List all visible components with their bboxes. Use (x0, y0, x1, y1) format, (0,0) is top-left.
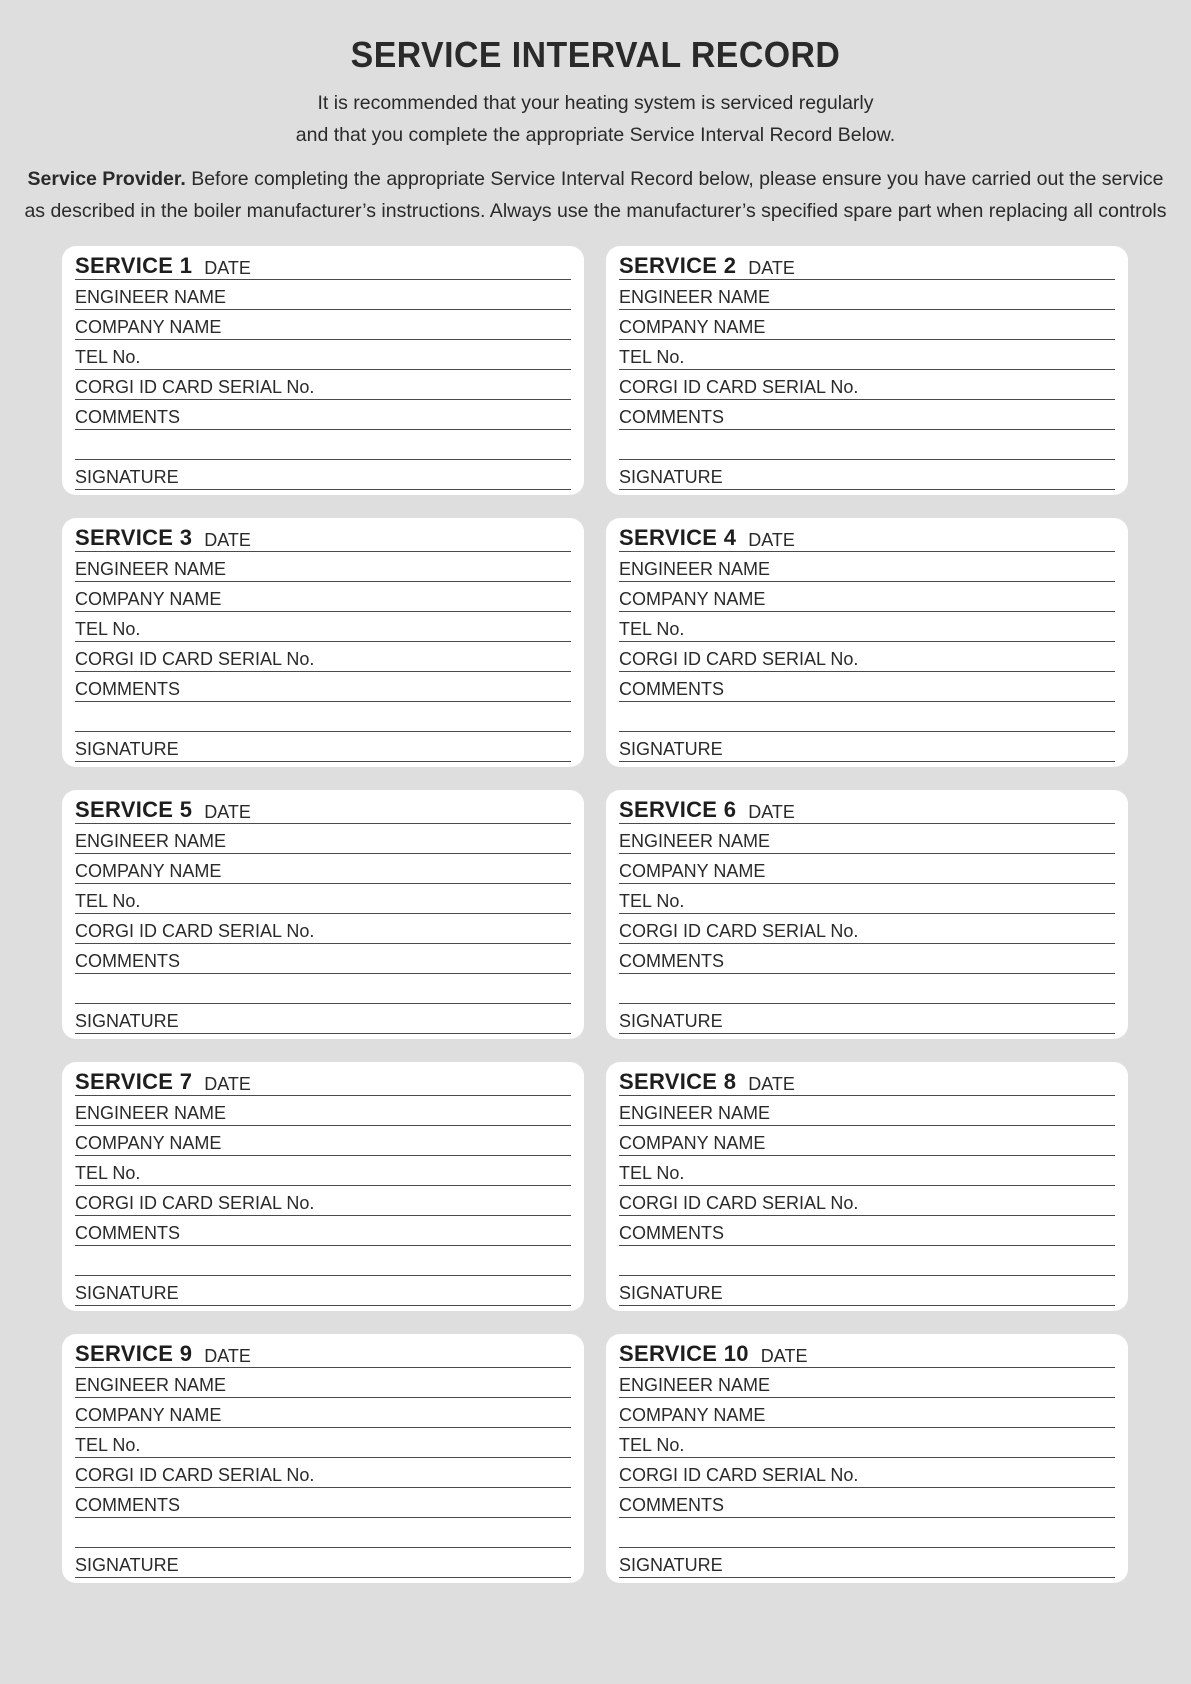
date-field[interactable] (619, 794, 1115, 824)
company-name-field[interactable] (75, 310, 571, 340)
tel-field[interactable] (75, 1156, 571, 1186)
corgi-serial-field[interactable] (619, 1458, 1115, 1488)
comments-field[interactable] (619, 944, 1115, 974)
comments-field[interactable] (75, 944, 571, 974)
corgi-serial-field[interactable] (619, 914, 1115, 944)
corgi-serial-field[interactable] (619, 370, 1115, 400)
comments-extra-line[interactable] (75, 1518, 571, 1548)
engineer-name-field[interactable] (75, 280, 571, 310)
tel-field[interactable] (619, 884, 1115, 914)
service-records-grid (62, 246, 1128, 1583)
service-title: SERVICE 3 (75, 525, 193, 550)
comments-extra-line[interactable] (75, 1246, 571, 1276)
service-card-9 (62, 1334, 584, 1583)
corgi-serial-label: CORGI ID CARD SERIAL No. (619, 649, 859, 669)
corgi-serial-label: CORGI ID CARD SERIAL No. (75, 1193, 315, 1213)
comments-label: COMMENTS (619, 1495, 724, 1515)
date-label: DATE (204, 1346, 251, 1366)
company-name-label: COMPANY NAME (75, 1133, 222, 1153)
service-title: SERVICE 2 (619, 253, 737, 278)
corgi-serial-label: CORGI ID CARD SERIAL No. (75, 1465, 315, 1485)
date-field[interactable] (619, 250, 1115, 280)
company-name-field[interactable] (619, 582, 1115, 612)
comments-extra-line[interactable] (619, 430, 1115, 460)
company-name-field[interactable] (75, 582, 571, 612)
tel-label: TEL No. (75, 347, 141, 367)
engineer-name-label: ENGINEER NAME (75, 1103, 227, 1123)
company-name-label: COMPANY NAME (619, 1405, 766, 1425)
service-card-5 (62, 790, 584, 1039)
corgi-serial-field[interactable] (75, 1186, 571, 1216)
service-card-10 (606, 1334, 1128, 1583)
company-name-field[interactable] (75, 1398, 571, 1428)
engineer-name-field[interactable] (619, 280, 1115, 310)
date-field[interactable] (75, 250, 571, 280)
service-title: SERVICE 6 (619, 797, 737, 822)
company-name-field[interactable] (75, 854, 571, 884)
date-label: DATE (748, 1074, 795, 1094)
signature-label: SIGNATURE (619, 1011, 723, 1031)
date-field[interactable] (619, 1338, 1115, 1368)
provider-bold-label: Service Provider. (27, 168, 186, 190)
engineer-name-field[interactable] (75, 1096, 571, 1126)
corgi-serial-label: CORGI ID CARD SERIAL No. (619, 1193, 859, 1213)
service-card-2 (606, 246, 1128, 495)
signature-label: SIGNATURE (75, 1283, 179, 1303)
comments-extra-line[interactable] (75, 702, 571, 732)
date-label: DATE (204, 1074, 251, 1094)
tel-field[interactable] (619, 1428, 1115, 1458)
company-name-label: COMPANY NAME (619, 589, 766, 609)
tel-field[interactable] (619, 612, 1115, 642)
tel-label: TEL No. (75, 891, 141, 911)
signature-field[interactable] (619, 1548, 1115, 1578)
engineer-name-label: ENGINEER NAME (75, 831, 227, 851)
service-title: SERVICE 1 (75, 253, 193, 278)
tel-label: TEL No. (619, 1435, 685, 1455)
corgi-serial-field[interactable] (75, 642, 571, 672)
corgi-serial-field[interactable] (619, 642, 1115, 672)
engineer-name-label: ENGINEER NAME (619, 831, 771, 851)
intro-line-1: It is recommended that your heating system is serviced regularly (317, 92, 874, 114)
comments-field[interactable] (75, 1216, 571, 1246)
corgi-serial-label: CORGI ID CARD SERIAL No. (75, 377, 315, 397)
corgi-serial-field[interactable] (75, 1458, 571, 1488)
provider-paragraph-line-1 (0, 168, 1191, 191)
service-card-6 (606, 790, 1128, 1039)
service-title: SERVICE 9 (75, 1341, 193, 1366)
tel-label: TEL No. (75, 1163, 141, 1183)
company-name-label: COMPANY NAME (75, 1405, 222, 1425)
comments-extra-line[interactable] (75, 974, 571, 1004)
date-label: DATE (760, 1346, 808, 1366)
comments-extra-line[interactable] (619, 974, 1115, 1004)
tel-label: TEL No. (619, 1163, 685, 1183)
company-name-label: COMPANY NAME (75, 861, 222, 881)
engineer-name-label: ENGINEER NAME (75, 559, 227, 579)
intro-line-2: and that you complete the appropriate Service Interval Record Below. (295, 124, 896, 146)
date-label: DATE (748, 258, 795, 278)
tel-field[interactable] (75, 1428, 571, 1458)
corgi-serial-label: CORGI ID CARD SERIAL No. (75, 649, 315, 669)
signature-field[interactable] (75, 460, 571, 490)
date-field[interactable] (619, 522, 1115, 552)
provider-text-1: Before completing the appropriate Service Interval Record below, please ensure you have carried out the service (185, 168, 1164, 190)
service-title: SERVICE 7 (75, 1069, 193, 1094)
comments-label: COMMENTS (619, 407, 724, 427)
signature-field[interactable] (75, 1276, 571, 1306)
date-label: DATE (748, 530, 795, 550)
service-card-1 (62, 246, 584, 495)
company-name-label: COMPANY NAME (75, 589, 222, 609)
service-card-4 (606, 518, 1128, 767)
comments-label: COMMENTS (75, 1495, 180, 1515)
provider-paragraph-line-2: as described in the boiler manufacturer’s instructions. Always use the manufacturer’s specified spare part when replacing all controls (24, 200, 1167, 222)
comments-extra-line[interactable] (75, 430, 571, 460)
date-field[interactable] (75, 794, 571, 824)
tel-label: TEL No. (75, 619, 141, 639)
comments-field[interactable] (619, 400, 1115, 430)
tel-field[interactable] (619, 1156, 1115, 1186)
date-field[interactable] (75, 1066, 571, 1096)
company-name-field[interactable] (619, 854, 1115, 884)
date-field[interactable] (75, 1338, 571, 1368)
comments-field[interactable] (75, 400, 571, 430)
engineer-name-label: ENGINEER NAME (619, 1375, 771, 1395)
company-name-field[interactable] (619, 1126, 1115, 1156)
corgi-serial-label: CORGI ID CARD SERIAL No. (619, 377, 859, 397)
corgi-serial-label: CORGI ID CARD SERIAL No. (75, 921, 315, 941)
comments-label: COMMENTS (619, 679, 724, 699)
company-name-label: COMPANY NAME (619, 1133, 766, 1153)
tel-field[interactable] (75, 340, 571, 370)
signature-field[interactable] (619, 732, 1115, 762)
comments-label: COMMENTS (619, 951, 724, 971)
signature-field[interactable] (619, 460, 1115, 490)
tel-label: TEL No. (619, 619, 685, 639)
date-label: DATE (748, 802, 795, 822)
company-name-field[interactable] (619, 310, 1115, 340)
signature-field[interactable] (75, 1004, 571, 1034)
date-label: DATE (204, 258, 251, 278)
signature-field[interactable] (75, 1548, 571, 1578)
tel-field[interactable] (75, 884, 571, 914)
date-field[interactable] (75, 522, 571, 552)
signature-field[interactable] (619, 1004, 1115, 1034)
comments-label: COMMENTS (75, 679, 180, 699)
service-card-3 (62, 518, 584, 767)
signature-label: SIGNATURE (619, 1283, 723, 1303)
tel-field[interactable] (75, 612, 571, 642)
engineer-name-field[interactable] (75, 824, 571, 854)
company-name-field[interactable] (619, 1398, 1115, 1428)
comments-field[interactable] (75, 1488, 571, 1518)
comments-extra-line[interactable] (619, 702, 1115, 732)
comments-label: COMMENTS (75, 951, 180, 971)
comments-field[interactable] (619, 1216, 1115, 1246)
engineer-name-label: ENGINEER NAME (619, 287, 771, 307)
date-label: DATE (204, 530, 251, 550)
signature-field[interactable] (75, 732, 571, 762)
engineer-name-field[interactable] (75, 1368, 571, 1398)
signature-label: SIGNATURE (619, 467, 723, 487)
service-title: SERVICE 10 (619, 1341, 749, 1366)
comments-label: COMMENTS (619, 1223, 724, 1243)
comments-field[interactable] (619, 1488, 1115, 1518)
comments-label: COMMENTS (75, 1223, 180, 1243)
engineer-name-label: ENGINEER NAME (619, 1103, 771, 1123)
comments-field[interactable] (619, 672, 1115, 702)
engineer-name-field[interactable] (619, 1368, 1115, 1398)
tel-label: TEL No. (619, 891, 685, 911)
date-field[interactable] (619, 1066, 1115, 1096)
corgi-serial-label: CORGI ID CARD SERIAL No. (619, 921, 859, 941)
engineer-name-field[interactable] (619, 552, 1115, 582)
comments-extra-line[interactable] (619, 1246, 1115, 1276)
comments-label: COMMENTS (75, 407, 180, 427)
corgi-serial-field[interactable] (619, 1186, 1115, 1216)
company-name-label: COMPANY NAME (75, 317, 222, 337)
company-name-label: COMPANY NAME (619, 317, 766, 337)
page-title: SERVICE INTERVAL RECORD (350, 34, 841, 75)
company-name-field[interactable] (75, 1126, 571, 1156)
company-name-label: COMPANY NAME (619, 861, 766, 881)
comments-field[interactable] (75, 672, 571, 702)
engineer-name-field[interactable] (619, 824, 1115, 854)
corgi-serial-field[interactable] (75, 370, 571, 400)
engineer-name-label: ENGINEER NAME (75, 287, 227, 307)
service-card-8 (606, 1062, 1128, 1311)
engineer-name-field[interactable] (619, 1096, 1115, 1126)
corgi-serial-label: CORGI ID CARD SERIAL No. (619, 1465, 859, 1485)
signature-label: SIGNATURE (75, 1011, 179, 1031)
signature-label: SIGNATURE (619, 739, 723, 759)
signature-label: SIGNATURE (75, 1555, 179, 1575)
engineer-name-field[interactable] (75, 552, 571, 582)
tel-label: TEL No. (619, 347, 685, 367)
engineer-name-label: ENGINEER NAME (75, 1375, 227, 1395)
comments-extra-line[interactable] (619, 1518, 1115, 1548)
engineer-name-label: ENGINEER NAME (619, 559, 771, 579)
signature-label: SIGNATURE (619, 1555, 723, 1575)
service-title: SERVICE 8 (619, 1069, 737, 1094)
tel-label: TEL No. (75, 1435, 141, 1455)
signature-field[interactable] (619, 1276, 1115, 1306)
service-title: SERVICE 5 (75, 797, 193, 822)
service-card-7 (62, 1062, 584, 1311)
corgi-serial-field[interactable] (75, 914, 571, 944)
service-title: SERVICE 4 (619, 525, 737, 550)
tel-field[interactable] (619, 340, 1115, 370)
signature-label: SIGNATURE (75, 739, 179, 759)
signature-label: SIGNATURE (75, 467, 179, 487)
date-label: DATE (204, 802, 251, 822)
